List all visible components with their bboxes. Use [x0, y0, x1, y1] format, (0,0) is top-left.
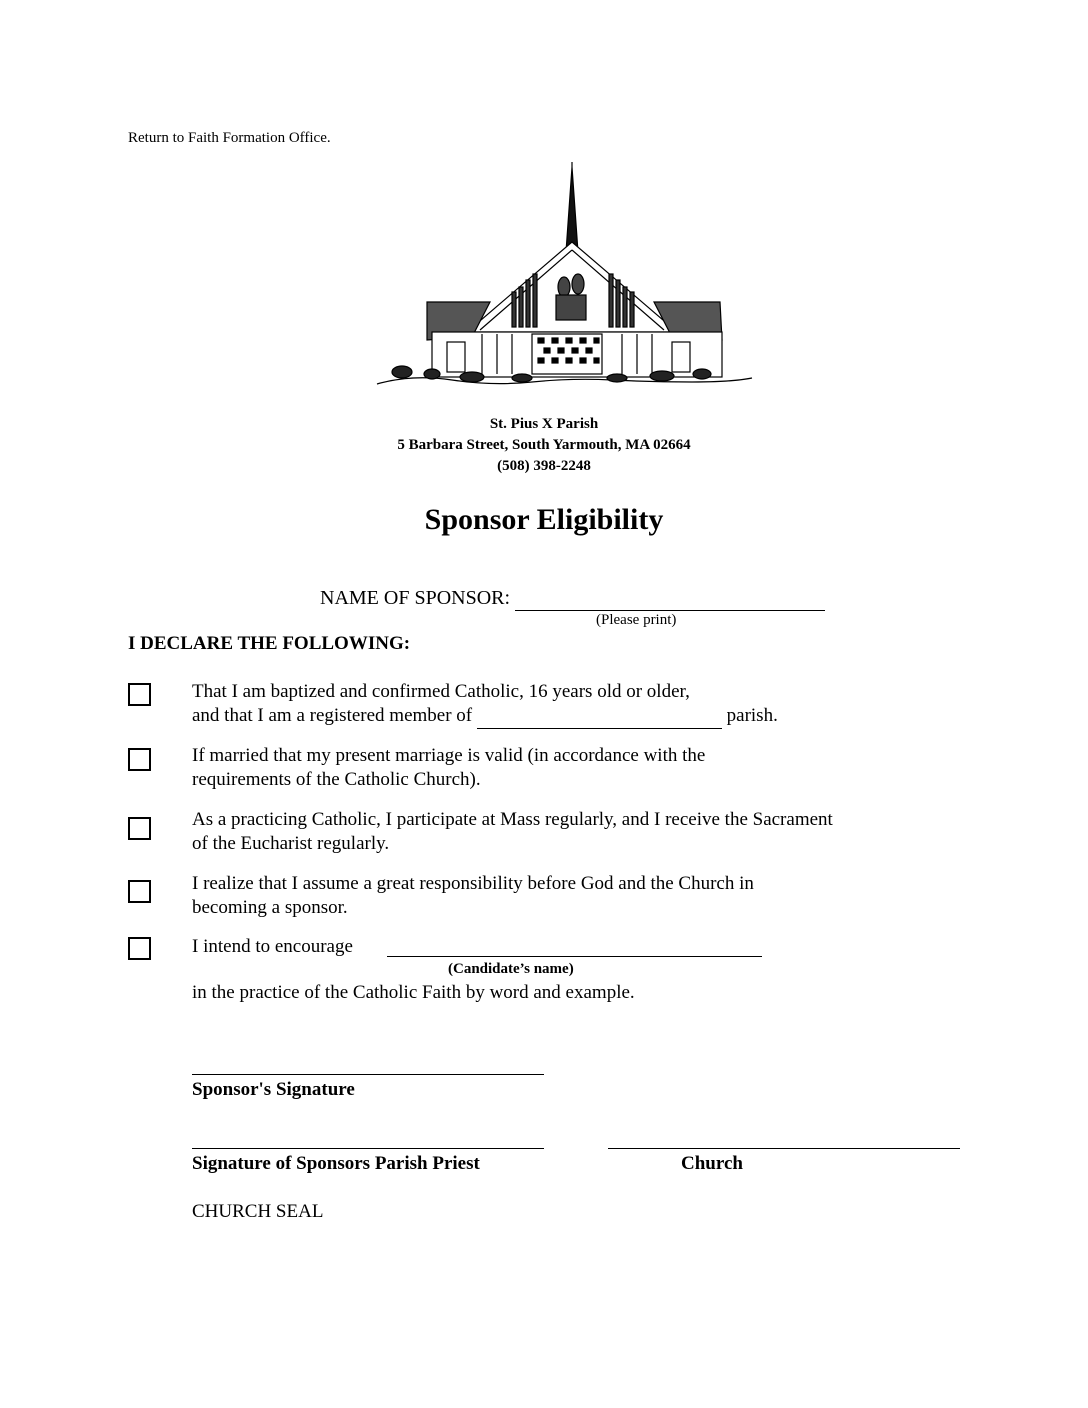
checkbox-baptized[interactable]	[128, 683, 151, 706]
declaration-text: of the Eucharist regularly.	[192, 833, 390, 854]
parish-address: 5 Barbara Street, South Yarmouth, MA 02664	[397, 437, 691, 453]
declaration-text: requirements of the Catholic Church).	[192, 769, 481, 790]
parish-name: St. Pius X Parish	[489, 416, 599, 432]
parish-phone: (508) 398-2248	[497, 458, 591, 474]
declaration-text-part: parish.	[726, 705, 778, 726]
sponsor-signature-line[interactable]	[192, 1074, 544, 1075]
sponsor-name-field[interactable]	[515, 587, 825, 611]
declaration-text: becoming a sponsor.	[192, 897, 348, 918]
candidate-name-label: (Candidate’s name)	[448, 961, 574, 977]
sponsor-name-label: NAME OF SPONSOR:	[320, 587, 511, 609]
parish-field[interactable]	[477, 704, 722, 729]
declaration-text: If married that my present marriage is valid (in accordance with the	[192, 745, 706, 766]
declaration-encourage	[192, 935, 353, 959]
priest-signature-line[interactable]	[192, 1148, 544, 1149]
please-print-note: (Please print)	[596, 612, 677, 628]
declaration-text-part: and that I am a registered member of	[192, 705, 473, 726]
church-seal-label: CHURCH SEAL	[192, 1201, 324, 1222]
declare-heading: I DECLARE THE FOLLOWING:	[128, 633, 411, 654]
sponsor-name-row	[320, 587, 825, 611]
candidate-name-field[interactable]	[387, 956, 762, 957]
checkbox-practicing[interactable]	[128, 817, 151, 840]
declaration-encourage-cont: in the practice of the Catholic Faith by word and example.	[192, 982, 635, 1003]
declaration-baptized	[192, 680, 778, 729]
church-label: Church	[681, 1153, 743, 1174]
checkbox-encourage[interactable]	[128, 937, 151, 960]
declaration-marriage	[192, 744, 705, 792]
checkbox-marriage[interactable]	[128, 748, 151, 771]
church-illustration	[372, 162, 757, 402]
declaration-responsibility	[192, 872, 754, 920]
sponsor-signature-label: Sponsor's Signature	[192, 1079, 355, 1100]
declaration-text: I realize that I assume a great responsibility before God and the Church in	[192, 873, 754, 894]
checkbox-responsibility[interactable]	[128, 880, 151, 903]
priest-signature-label: Signature of Sponsors Parish Priest	[192, 1153, 480, 1174]
form-title: Sponsor Eligibility	[424, 503, 664, 536]
declaration-text: That I am baptized and confirmed Catholic, 16 years old or older,	[192, 681, 690, 702]
return-note: Return to Faith Formation Office.	[128, 130, 331, 146]
declaration-text: I intend to encourage	[192, 936, 353, 957]
church-line[interactable]	[608, 1148, 960, 1149]
declaration-text	[192, 704, 778, 729]
declaration-text: As a practicing Catholic, I participate at Mass regularly, and I receive the Sacrament	[192, 809, 833, 830]
declaration-practicing	[192, 808, 833, 856]
